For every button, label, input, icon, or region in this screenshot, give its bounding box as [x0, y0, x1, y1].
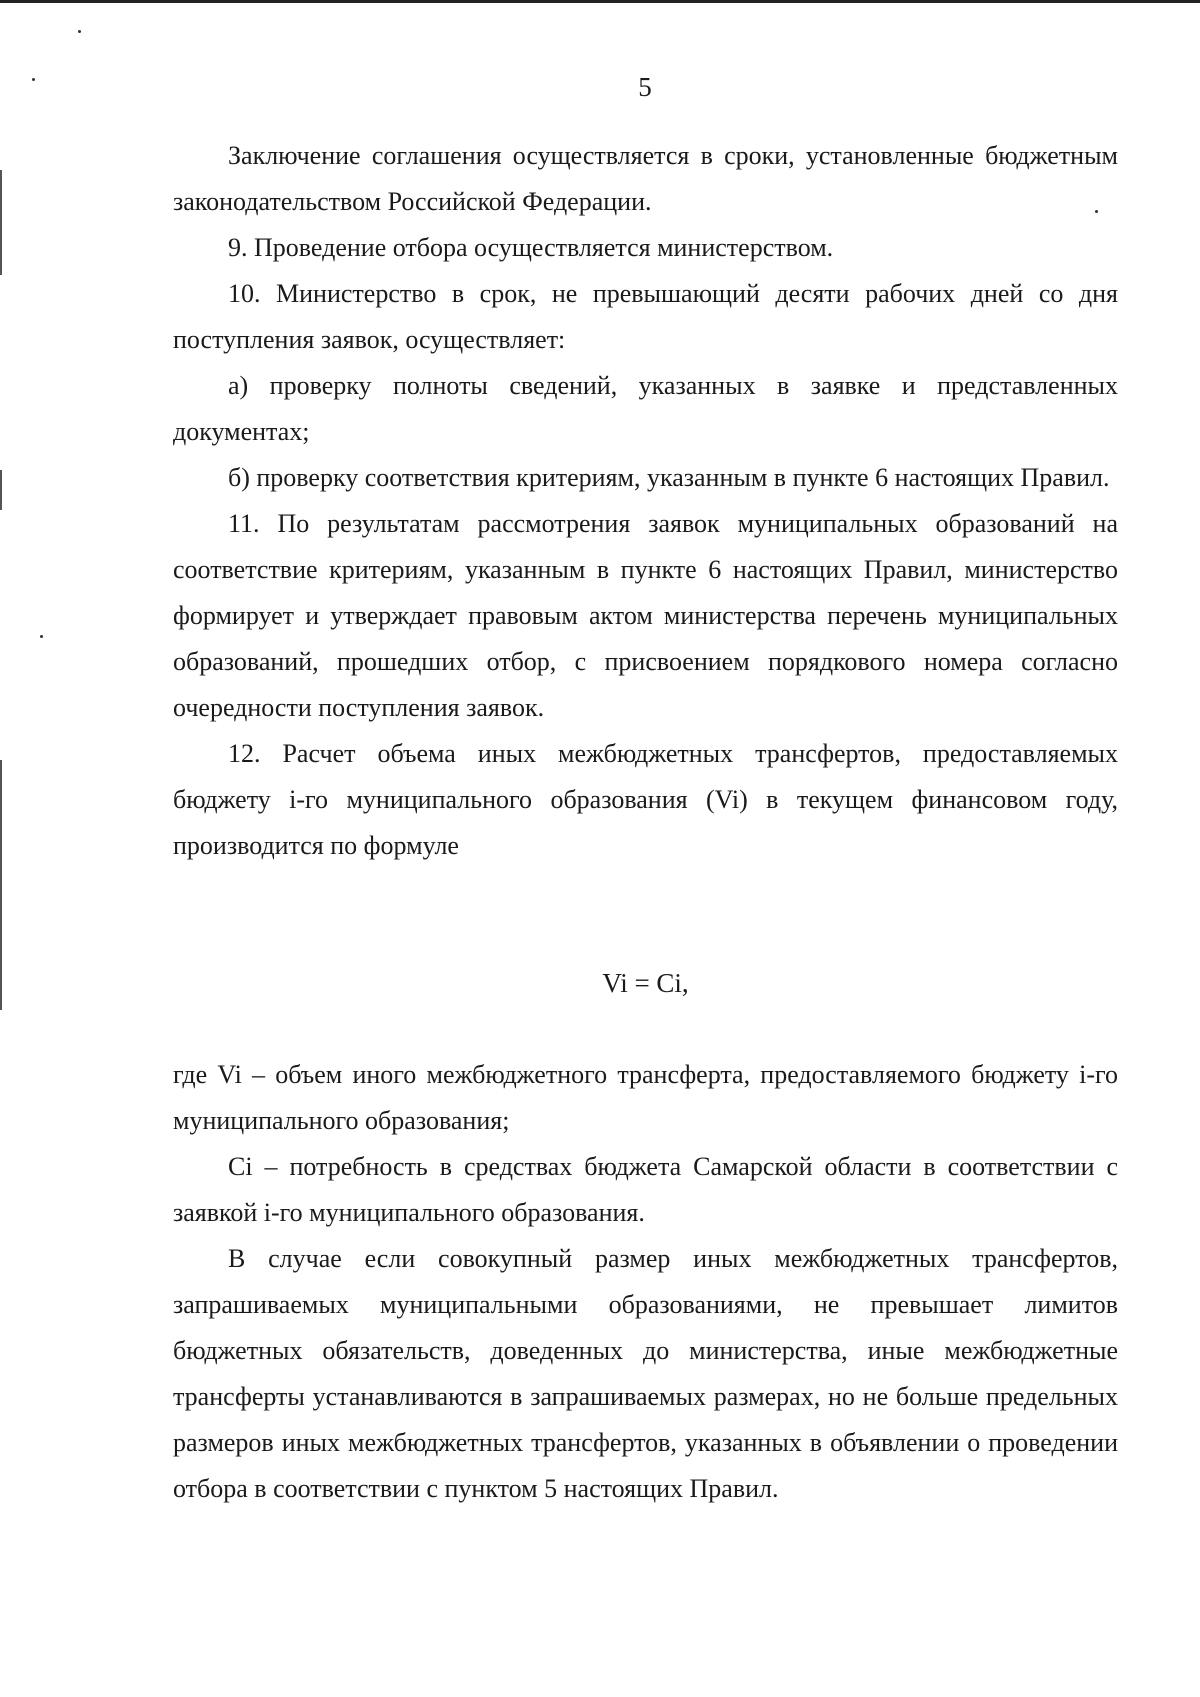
paragraph-case: В случае если совокупный размер иных межбюджетных трансфертов, запрашиваемых муниципальными образованиями, не превышает лимитов бюджетных обязательств, доведенных до министерства, иные межбюджетные трансферты устанавливаются в запрашиваемых размерах, но не больше предельных размеров иных межбюджетных трансфертов, указанных в объявлении о проведении отбора в соответствии с пунктом 5 настоящих Правил. [173, 1244, 1118, 1503]
scan-speck [78, 30, 81, 33]
paragraph-10: 10. Министерство в срок, не превышающий десяти рабочих дней со дня поступления заявок, осуществляет: [173, 279, 1118, 354]
page-body [173, 133, 1118, 869]
paragraph-10b: б) проверку соответствия критериям, указанным в пункте 6 настоящих Правил. [228, 463, 1110, 492]
definition-ci: Ci – потребность в средствах бюджета Самарской области в соответствии с заявкой i-го муниципального образования. [173, 1152, 1118, 1227]
page-body-lower [173, 1052, 1118, 1512]
scan-left-mark [0, 760, 2, 1010]
formula: Vi = Ci, [602, 968, 689, 998]
scan-speck [40, 635, 43, 638]
scan-top-border [0, 0, 1200, 3]
paragraph-11: 11. По результатам рассмотрения заявок муниципальных образований на соответствие критериям, указанным в пункте 6 настоящих Правил, министерство формирует и утверждает правовым актом министерства перечень муниципальных образований, прошедших отбор, с присвоением порядкового номера согласно очередности поступления заявок. [173, 509, 1118, 722]
paragraph-12: 12. Расчет объема иных межбюджетных трансфертов, предоставляемых бюджету i-го муниципального образования (Vi) в текущем финансовом году, производится по формуле [173, 739, 1118, 860]
page-number: 5 [638, 72, 652, 102]
paragraph-10a: а) проверку полноты сведений, указанных в заявке и представленных документах; [173, 371, 1118, 446]
formula-block [173, 960, 1118, 1006]
paragraph-conclusion: Заключение соглашения осуществляется в сроки, установленные бюджетным законодательством Российской Федерации. [173, 141, 1118, 216]
scan-left-mark [0, 470, 2, 510]
paragraph-9: 9. Проведение отбора осуществляется министерством. [228, 233, 834, 262]
definition-vi: где Vi – объем иного межбюджетного трансферта, предоставляемого бюджету i-го муниципального образования; [173, 1060, 1118, 1135]
scan-left-mark [0, 170, 2, 275]
